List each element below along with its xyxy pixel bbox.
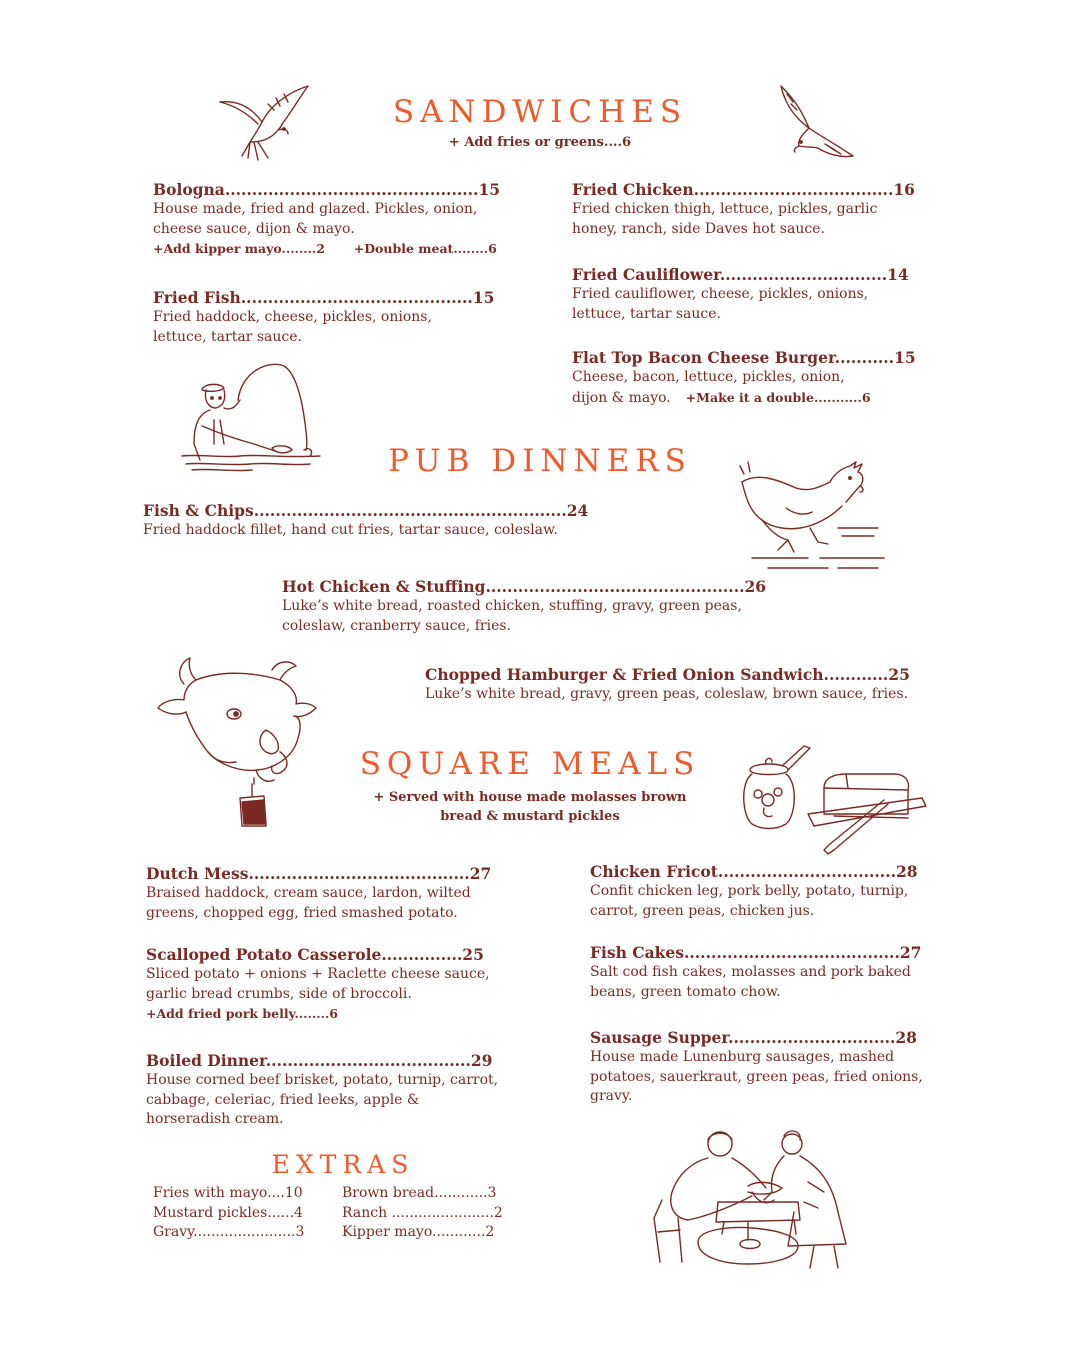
item-desc-line-2: dijon & mayo. +Make it a double...........6 xyxy=(572,389,871,406)
square-meals-heading: SQUARE MEALS xyxy=(359,746,701,782)
menu-item-chicken-fricot xyxy=(590,861,970,921)
sandwiches-note: + Add fries or greens....6 xyxy=(448,135,632,150)
extras-item: Gravy.......................3 xyxy=(153,1224,305,1240)
item-desc: Luke’s white bread, roasted chicken, stuffing, gravy, green peas, coleslaw, cranberry sauce, fries. xyxy=(282,598,742,634)
menu-item-hot-chicken xyxy=(282,576,802,636)
addon-make-double: +Make it a double...........6 xyxy=(685,389,871,405)
seagull-left-icon xyxy=(218,84,313,166)
item-desc: Braised haddock, cream sauce, lardon, wilted greens, chopped egg, fried smashed potato. xyxy=(146,885,471,921)
extras-left-column xyxy=(153,1184,304,1243)
menu-item-burger xyxy=(572,347,952,408)
extras-item: Kipper mayo............2 xyxy=(342,1224,495,1240)
seagull-right-icon xyxy=(775,84,857,164)
addon-pork-belly: +Add fried pork belly........6 xyxy=(146,1006,338,1021)
item-desc: Fried cauliflower, cheese, pickles, onions, lettuce, tartar sauce. xyxy=(572,286,869,322)
menu-item-chopped-hamburger xyxy=(425,664,985,705)
menu-item-fish-chips xyxy=(143,500,643,541)
sandwiches-heading: SANDWICHES xyxy=(392,94,688,130)
item-title: Fish Cakes........................................27 xyxy=(590,943,922,962)
item-title: Dutch Mess.........................................27 xyxy=(146,864,492,883)
item-title: Chopped Hamburger & Fried Onion Sandwich............25 xyxy=(425,665,910,684)
extras-heading: EXTRAS xyxy=(271,1150,415,1179)
item-desc: House corned beef brisket, potato, turnip, carrot, cabbage, celeriac, fried leeks, apple & horseradish cream. xyxy=(146,1072,499,1127)
addon-kipper-mayo: +Add kipper mayo........2 xyxy=(153,241,326,256)
hen-icon xyxy=(738,458,888,578)
menu-item-dutch-mess xyxy=(146,863,526,923)
item-title: Scalloped Potato Casserole...............25 xyxy=(146,945,484,964)
item-title: Fried Cauliflower...............................14 xyxy=(572,265,909,284)
item-title: Boiled Dinner......................................29 xyxy=(146,1051,493,1070)
item-desc: Fried chicken thigh, lettuce, pickles, garlic honey, ranch, side Daves hot sauce. xyxy=(572,201,878,237)
item-title: Hot Chicken & Stuffing................................................26 xyxy=(282,577,767,596)
menu-item-fried-fish xyxy=(153,287,523,347)
item-desc: House made Lunenburg sausages, mashed potatoes, sauerkraut, green peas, fried onions, gravy. xyxy=(590,1049,923,1104)
extras-item: Fries with mayo....10 xyxy=(153,1185,303,1201)
item-desc: House made, fried and glazed. Pickles, onion, cheese sauce, dijon & mayo. xyxy=(153,201,478,237)
addon-double-meat: +Double meat........6 xyxy=(353,241,497,256)
menu-item-fish-cakes xyxy=(590,942,970,1002)
extras-item: Ranch .......................2 xyxy=(342,1204,503,1221)
extras-item: Brown bread............3 xyxy=(342,1185,497,1201)
item-title: Fried Chicken.....................................16 xyxy=(572,180,915,199)
menu-item-boiled-dinner xyxy=(146,1050,526,1130)
item-addons xyxy=(153,239,523,258)
item-desc: Confit chicken leg, pork belly, potato, turnip, carrot, green peas, chicken jus. xyxy=(590,883,909,919)
item-desc: Salt cod fish cakes, molasses and pork baked beans, green tomato chow. xyxy=(590,964,911,1000)
sausage-makers-icon xyxy=(648,1122,858,1272)
extras-right-column xyxy=(342,1184,503,1243)
menu-item-fried-cauliflower xyxy=(572,264,952,324)
item-desc: Fried haddock, cheese, pickles, onions, lettuce, tartar sauce. xyxy=(153,309,432,345)
item-desc: Fried haddock fillet, hand cut fries, tartar sauce, coleslaw. xyxy=(143,522,558,538)
fisherman-icon xyxy=(180,360,330,475)
item-desc: Sliced potato + onions + Raclette cheese sauce, garlic bread crumbs, side of broccoli. xyxy=(146,966,490,1002)
item-title: Fried Fish...........................................15 xyxy=(153,288,495,307)
item-desc: Luke’s white bread, gravy, green peas, coleslaw, brown sauce, fries. xyxy=(425,686,909,702)
item-title: Fish & Chips..........................................................24 xyxy=(143,501,589,520)
pub-dinners-heading: PUB DINNERS xyxy=(388,443,692,479)
cow-icon xyxy=(156,656,326,836)
item-title: Flat Top Bacon Cheese Burger...........15 xyxy=(572,348,916,367)
menu-item-fried-chicken xyxy=(572,179,952,239)
item-title: Sausage Supper...............................28 xyxy=(590,1028,917,1047)
item-title: Bologna...............................................15 xyxy=(153,180,501,199)
square-meals-note: + Served with house made molasses brown bread & mustard pickles xyxy=(373,790,687,824)
item-desc: Cheese, bacon, lettuce, pickles, onion, xyxy=(572,369,845,385)
item-title: Chicken Fricot.................................28 xyxy=(590,862,918,881)
menu-item-scalloped-potato xyxy=(146,944,526,1023)
extras-item: Mustard pickles......4 xyxy=(153,1204,303,1221)
menu-item-bologna xyxy=(153,179,523,258)
menu-item-sausage-supper xyxy=(590,1027,970,1107)
jam-jar-bread-icon xyxy=(738,742,928,862)
